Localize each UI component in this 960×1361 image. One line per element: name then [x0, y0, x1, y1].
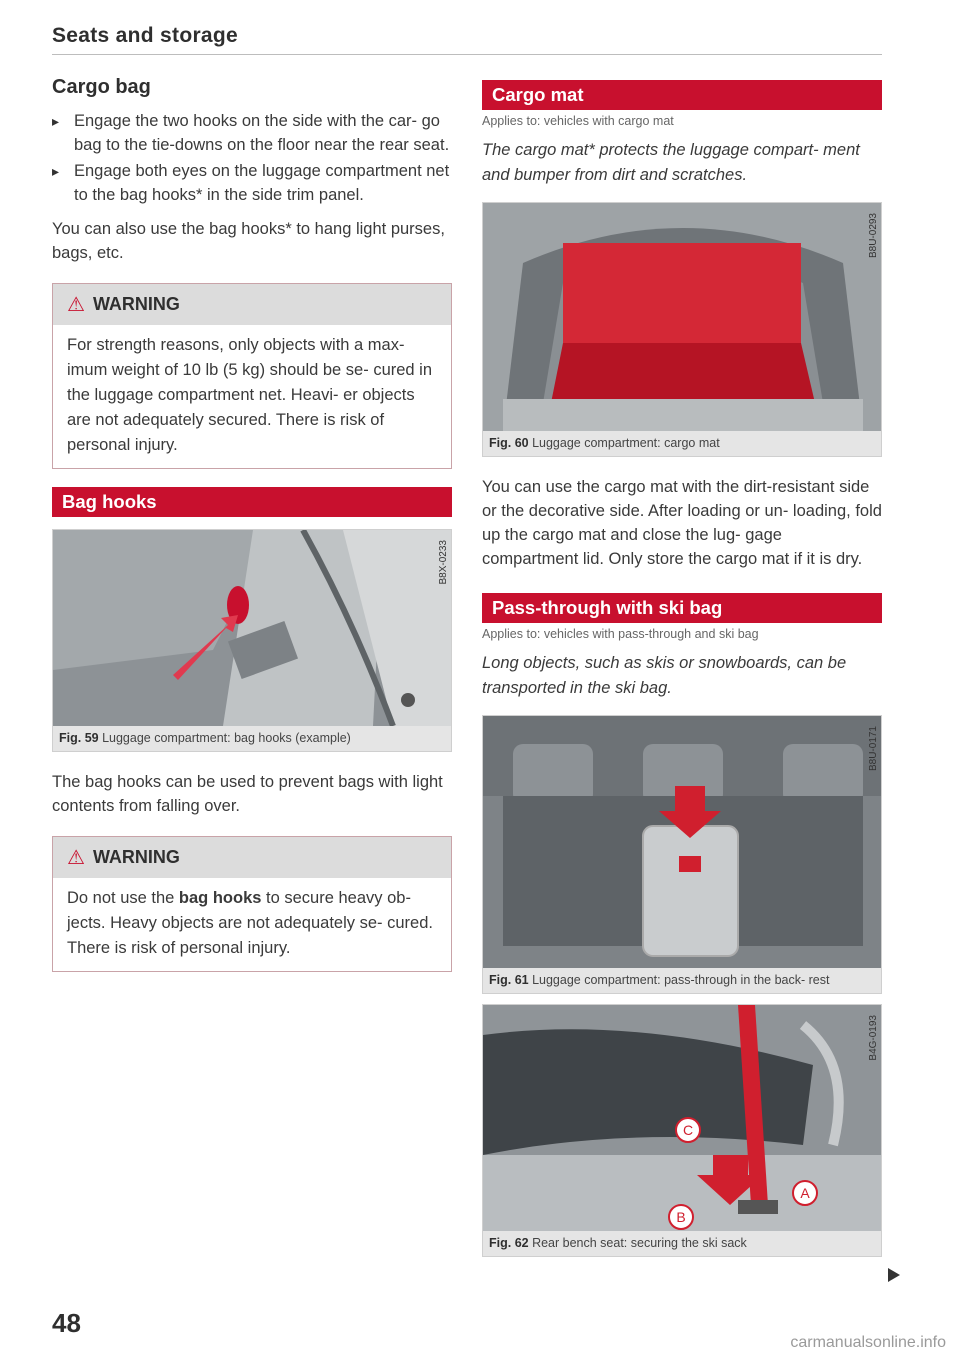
warning-text: [53, 878, 451, 971]
cargo-bag-steps: [52, 109, 452, 207]
continue-arrow-icon: [888, 1268, 900, 1282]
applies-to: Applies to: vehicles with cargo mat: [482, 114, 674, 128]
warning-box: [52, 283, 452, 469]
right-column: [482, 80, 882, 1257]
figure-label: Fig. 61: [489, 973, 529, 987]
figure-caption-text: Luggage compartment: pass-through in the back- rest: [532, 973, 830, 987]
step-item: ▸ Engage the two hooks on the side with the car- go bag to the tie-downs on the floor near the rear seat.: [52, 109, 452, 157]
warning-text: For strength reasons, only objects with a max- imum weight of 10 lb (5 kg) should be se- cured in the luggage compartment net. Heavi- er objects are not adequately secured. There is risk of personal injury.: [67, 336, 433, 454]
figure-label: Fig. 59: [59, 731, 99, 745]
warning-triangle-icon: ⚠: [67, 847, 85, 869]
figure-code: B8U-0171: [868, 726, 879, 772]
bag-hooks-heading: Bag hooks: [52, 487, 452, 517]
ski-sack-illustration: [483, 1005, 881, 1231]
left-column: [52, 66, 452, 990]
figure-59: [52, 529, 452, 752]
ski-bag-heading: Pass-through with ski bag: [482, 593, 882, 623]
ski-bag-intro: Long objects, such as skis or snowboards, can be transported in the ski bag.: [482, 654, 847, 697]
section-title: Seats and storage: [52, 24, 238, 47]
callout-a: A: [800, 1185, 810, 1201]
figure-label: Fig. 60: [489, 436, 529, 450]
figure-caption-text: Luggage compartment: cargo mat: [532, 436, 720, 450]
cargo-mat-intro: The cargo mat* protects the luggage compart- ment and bumper from dirt and scratches.: [482, 141, 860, 184]
ski-sack-drawing: [483, 1005, 881, 1231]
cargo-mat-drawing: [483, 203, 881, 431]
warning-box: [52, 836, 452, 972]
warning-text-pre: Do not use the: [67, 889, 175, 907]
figure-code: B8X-0233: [438, 540, 449, 585]
watermark: carmanualsonline.info: [790, 1334, 946, 1351]
figure-caption-text: Rear bench seat: securing the ski sack: [532, 1236, 747, 1250]
cargo-bag-note: You can also use the bag hooks* to hang light purses, bags, etc.: [52, 220, 445, 262]
figure-caption: [483, 968, 881, 993]
pass-through-drawing: [483, 716, 881, 968]
figure-61: [482, 715, 882, 994]
pass-through-illustration: [483, 716, 881, 968]
figure-62: [482, 1004, 882, 1257]
figure-caption: [483, 431, 881, 456]
bag-hooks-text: The bag hooks can be used to prevent bags with light contents from falling over.: [52, 773, 443, 815]
warning-header: [53, 284, 451, 325]
figure-caption: [483, 1231, 881, 1256]
callout-c: C: [682, 1122, 694, 1138]
page-number: 48: [52, 1308, 81, 1338]
warning-header: [53, 837, 451, 878]
figure-caption-text: Luggage compartment: bag hooks (example): [102, 731, 351, 745]
figure-caption: [53, 726, 451, 751]
warning-text-post: to secure heavy ob- jects. Heavy objects are not adequately se- cured. There is risk of personal injury.: [67, 889, 433, 957]
warning-title: WARNING: [92, 847, 180, 867]
figure-60: [482, 202, 882, 457]
figure-label: Fig. 62: [489, 1236, 529, 1250]
warning-triangle-icon: ⚠: [67, 294, 85, 316]
step-item: ▸ Engage both eyes on the luggage compartment net to the bag hooks* in the side trim panel.: [52, 159, 452, 207]
figure-code: B4G-0193: [868, 1015, 879, 1061]
bag-hooks-illustration: [53, 530, 451, 726]
warning-text-bold: bag hooks: [178, 889, 262, 907]
warning-title: WARNING: [92, 294, 180, 314]
cargo-mat-heading: Cargo mat: [482, 80, 882, 110]
bag-hooks-drawing: [53, 530, 451, 726]
page-header: [52, 24, 882, 55]
callout-b: B: [676, 1209, 686, 1225]
figure-code: B8U-0293: [868, 213, 879, 259]
cargo-bag-heading: Cargo bag: [52, 76, 151, 98]
cargo-mat-illustration: [483, 203, 881, 431]
applies-to: Applies to: vehicles with pass-through and ski bag: [482, 627, 759, 641]
cargo-mat-text: You can use the cargo mat with the dirt-resistant side or the decorative side. After loading or un- loading, fold up the cargo mat and close the lug- gage compartment lid. Only store the cargo mat if it is dry.: [482, 478, 882, 568]
